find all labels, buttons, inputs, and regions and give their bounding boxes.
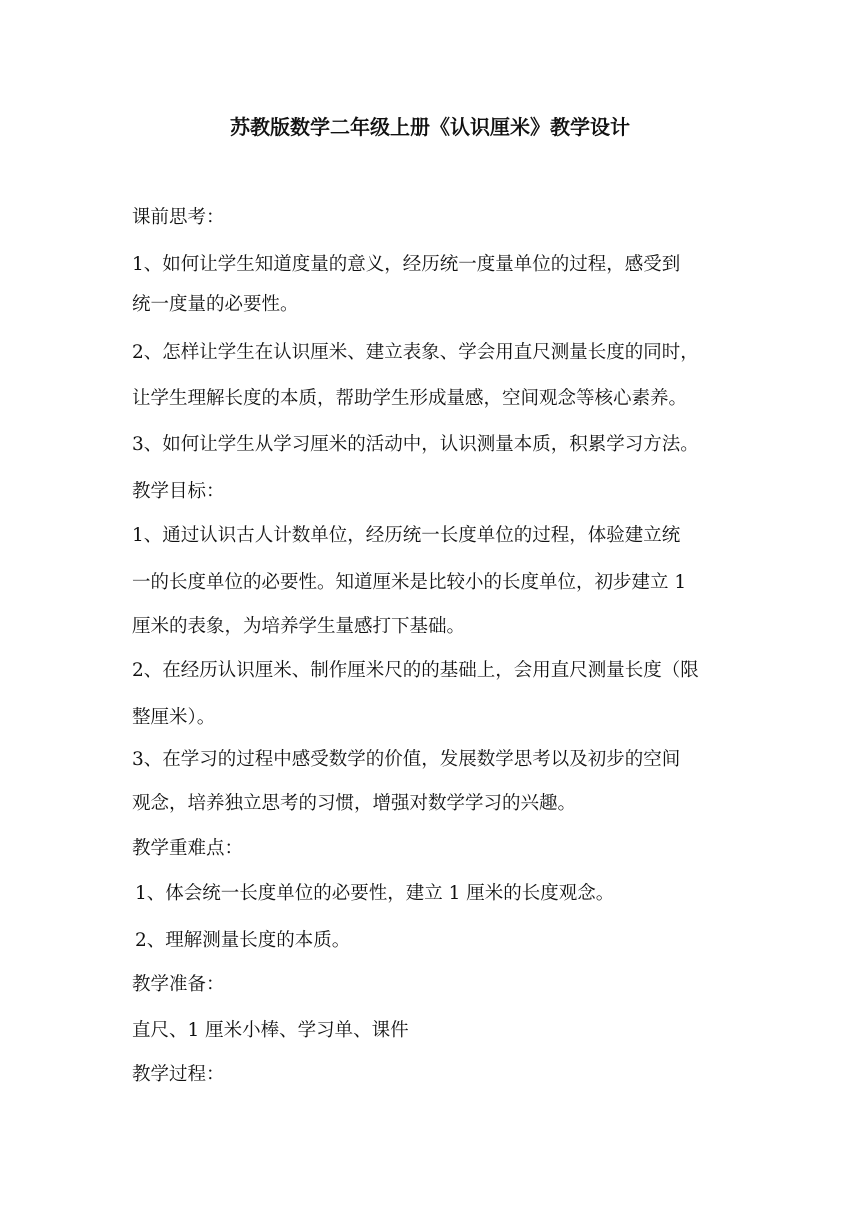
paragraph-line: 2、在经历认识厘米、制作厘米尺的的基础上，会用直尺测量长度（限 [132, 660, 699, 681]
paragraph-line: 2、怎样让学生在认识厘米、建立表象、学会用直尺测量长度的同时， [132, 342, 699, 363]
document-title: 苏教版数学二年级上册《认识厘米》教学设计 [230, 115, 630, 139]
paragraph-line: 直尺、1 厘米小棒、学习单、课件 [132, 1020, 409, 1041]
paragraph-line: 厘米的表象，为培养学生量感打下基础。 [132, 616, 466, 637]
paragraph-line: 1、通过认识古人计数单位，经历统一长度单位的过程，体验建立统 [132, 525, 681, 546]
paragraph-line: 统一度量的必要性。 [132, 294, 299, 315]
paragraph-line: 整厘米）。 [132, 707, 216, 728]
section-heading-key-difficulties: 教学重难点： [132, 838, 244, 859]
section-heading-teaching-process: 教学过程： [132, 1064, 225, 1085]
paragraph-line: 让学生理解长度的本质，帮助学生形成量感，空间观念等核心素养。 [132, 388, 688, 409]
paragraph-line: 观念，培养独立思考的习惯，增强对数学学习的兴趣。 [132, 793, 577, 814]
section-heading-teaching-goals: 教学目标： [132, 481, 225, 502]
paragraph-line: 一的长度单位的必要性。知道厘米是比较小的长度单位，初步建立 1 [132, 572, 687, 593]
paragraph-line: 2、理解测量长度的本质。 [135, 930, 351, 951]
section-heading-pre-class-thinking: 课前思考： [132, 207, 225, 228]
paragraph-line: 1、如何让学生知道度量的意义，经历统一度量单位的过程，感受到 [132, 254, 681, 275]
section-heading-teaching-prep: 教学准备： [132, 974, 225, 995]
paragraph-line: 1、体会统一长度单位的必要性，建立 1 厘米的长度观念。 [135, 883, 615, 904]
paragraph-line: 3、在学习的过程中感受数学的价值，发展数学思考以及初步的空间 [132, 749, 681, 770]
paragraph-line: 3、如何让学生从学习厘米的活动中，认识测量本质，积累学习方法。 [132, 434, 699, 455]
